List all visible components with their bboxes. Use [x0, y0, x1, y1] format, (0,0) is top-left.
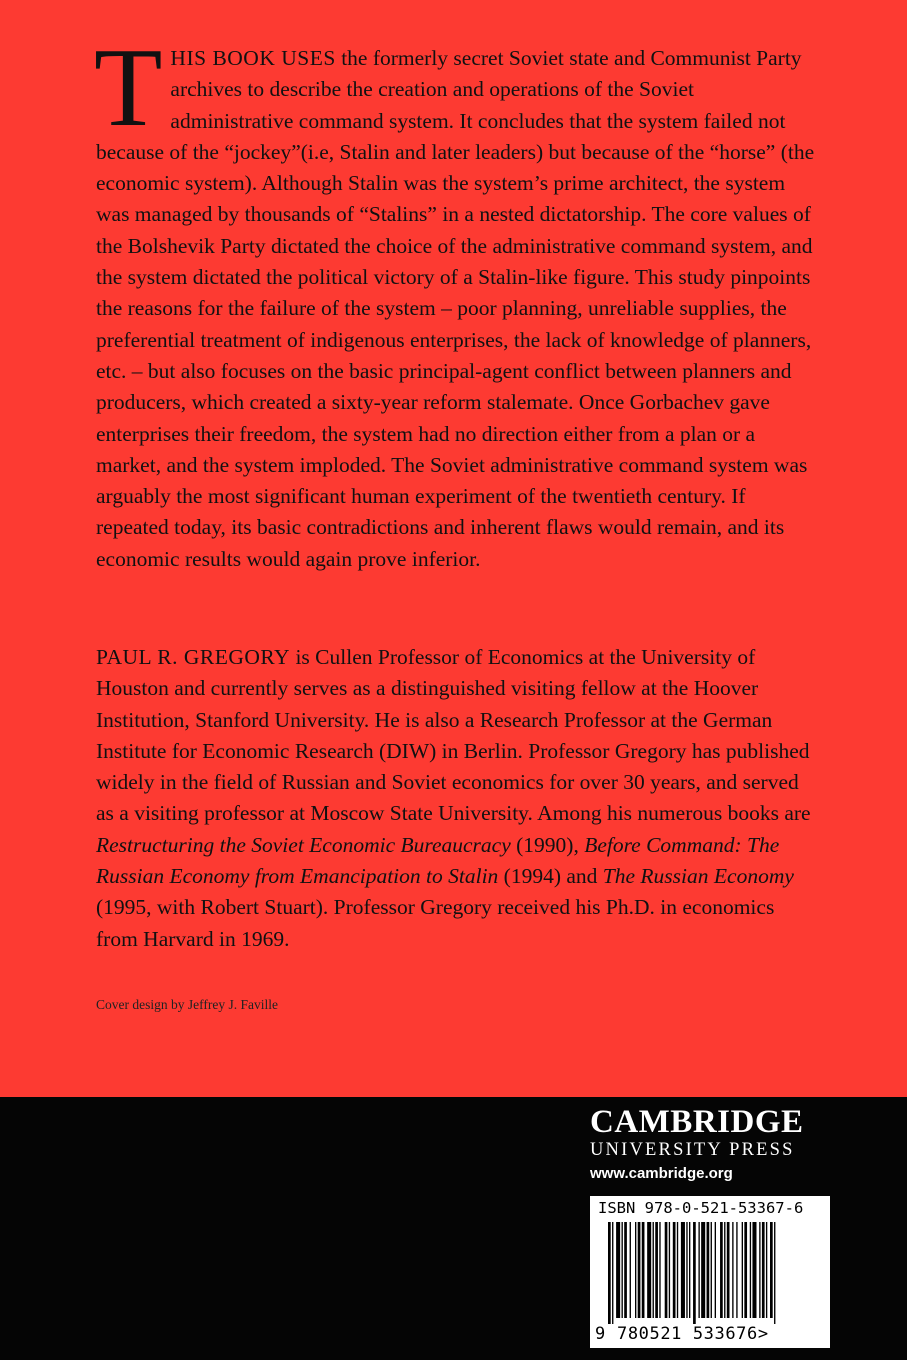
publisher-name: CAMBRIDGE [590, 1104, 804, 1140]
ean-digits: 780521 533676> [617, 1324, 769, 1344]
ean-lead-digit: 9 [595, 1324, 606, 1344]
blurb-paragraph [94, 26, 816, 575]
barcode-bar [742, 1222, 743, 1318]
book-title: Restructuring the Soviet Economic Bureaucracy [96, 832, 511, 857]
barcode-bar [677, 1222, 678, 1318]
barcode-bar [701, 1222, 705, 1318]
barcode-bar [736, 1222, 737, 1318]
barcode-bar [635, 1222, 636, 1318]
barcode-bar [715, 1222, 716, 1318]
barcode-bar [673, 1222, 676, 1318]
barcode-bar [686, 1222, 687, 1318]
drop-cap: T [94, 26, 163, 150]
barcode-bar [774, 1222, 775, 1324]
book-title: Before Command: The Russian Economy from Emancipation to Stalin [96, 832, 780, 889]
barcode-bar [693, 1222, 696, 1324]
author-bio [96, 642, 816, 955]
publisher-subtitle: UNIVERSITY PRESS [590, 1140, 795, 1160]
barcode-bar [711, 1222, 712, 1318]
barcode-bar [770, 1222, 773, 1318]
publisher-url[interactable]: www.cambridge.org [590, 1165, 733, 1182]
blurb-text: the formerly secret Soviet state and Communist Party archives to describe the creation and operations of the Soviet administrative command system. It concludes that the system failed not because of the “jockey”(i.e, Stalin and later leaders) but because of the “horse” (the economic system). Although Stalin was the system’s prime architect, the system was managed by thousands of “Stalins” in a nested dictatorship. The core values of the Bolshevik Party dictated the choice of the administrative command system, and the system dictated the political victory of a Stalin-like figure. This study pinpoints the reasons for the failure of the system – poor planning, unreliable supplies, the preferential treatment of indigenous enterprises, the lack of knowledge of planners, etc. – but also focuses on the basic principal-agent conflict between planners and producers, which created a sixty-year reform stalemate. Once Gorbachev gave enterprises their freedom, the system had no direction either from a plan or a market, and the system imploded. The Soviet administrative command system was arguably the most significant human experiment of the twentieth century. If repeated today, its basic contradictions and inherent flaws would remain, and its economic results would again prove inferior. [96, 46, 815, 571]
barcode-bar [647, 1222, 651, 1318]
bio-text: is Cullen Professor of Economics at the University of Houston and currently serves as a distinguished visiting fellow at the Hoover Institution, Stanford University. He is also a Research Professor at the German Institute for Economic Research (DIW) in Berlin. Professor Gregory has published widely in the field of Russian and Soviet economics for over 30 years, and served as a visiting professor at Moscow State University. Among his numerous books are [96, 645, 811, 826]
barcode-bar [665, 1222, 668, 1318]
barcode-bar [638, 1222, 641, 1318]
barcode-bar [752, 1222, 756, 1318]
barcode-bars [608, 1222, 818, 1324]
barcode-bar [655, 1222, 658, 1318]
barcode-bar [720, 1222, 723, 1318]
isbn-barcode [590, 1196, 830, 1348]
book-title: The Russian Economy [602, 864, 794, 889]
blurb-lead: HIS BOOK USES [170, 46, 336, 70]
isbn-label: ISBN 978-0-521-53367-6 [598, 1199, 804, 1217]
barcode-bar [732, 1222, 733, 1318]
ean-end-mark: > [757, 1324, 769, 1344]
barcode-bar [727, 1222, 730, 1318]
barcode-bar [762, 1222, 765, 1318]
barcode-bar [653, 1222, 654, 1318]
barcode-bar [750, 1222, 751, 1318]
cover-credit: Cover design by Jeffrey J. Faville [96, 997, 278, 1012]
barcode-bar [642, 1222, 645, 1318]
barcode-bar [759, 1222, 760, 1318]
barcode-bar [766, 1222, 767, 1318]
barcode-bar [724, 1222, 725, 1318]
barcode-bar [707, 1222, 710, 1318]
barcode-bar [624, 1222, 627, 1318]
barcode-bar [669, 1222, 670, 1318]
bio-text: (1994) and [498, 864, 603, 889]
barcode-bar [689, 1222, 690, 1318]
author-name: PAUL R. GREGORY [96, 645, 291, 669]
barcode-bar [622, 1222, 623, 1318]
barcode-bar [659, 1222, 660, 1318]
barcode-bar [698, 1222, 699, 1318]
bio-text: (1990), [510, 832, 585, 857]
barcode-bar [608, 1222, 611, 1324]
bio-text: (1995, with Robert Stuart). Professor Gregory received his Ph.D. in economics from Harvard in 1969. [96, 895, 775, 951]
barcode-bar [612, 1222, 613, 1324]
barcode-bar [681, 1222, 685, 1318]
barcode-bar [744, 1222, 747, 1318]
barcode-bar [616, 1222, 620, 1318]
barcode-bar [630, 1222, 631, 1318]
publisher-logo [590, 1103, 826, 1185]
